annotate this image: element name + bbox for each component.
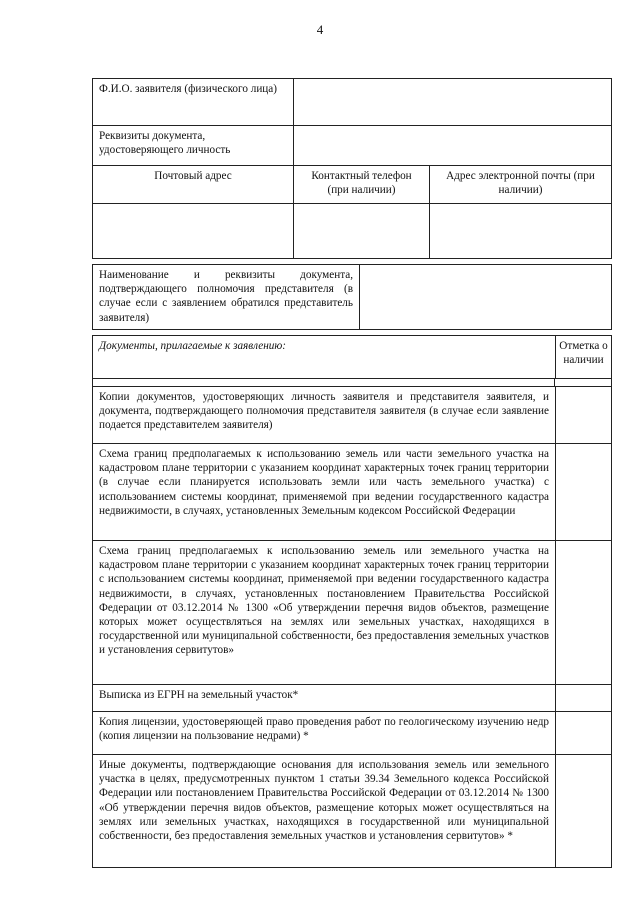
documents-header: Документы, прилагаемые к заявлению: bbox=[99, 340, 286, 352]
document-item-row bbox=[92, 444, 612, 541]
document-item-checkbox[interactable] bbox=[555, 444, 611, 540]
id-doc-row bbox=[92, 126, 612, 166]
application-form-table bbox=[92, 78, 612, 868]
representative-row bbox=[92, 264, 612, 330]
representative-label: Наименование и реквизиты документа, подтверждающего полномочия представителя (в случае если с заявлением обратился представитель заявителя) bbox=[99, 269, 353, 324]
fio-row bbox=[92, 78, 612, 126]
document-item-text: Схема границ предполагаемых к использованию земель или части земельного участка на кадастровом плане территории с указанием координат характерных точек границ территории (в случае если планируется использовать земли или часть земельного участка) с использованием системы координат, применяемой при ведении государственного кадастра недвижимости, в случаях, установленных Земельным кодексом Российской Федерации bbox=[99, 448, 549, 517]
document-item-text: Иные документы, подтверждающие основания для использования земель или земельного участка в целях, предусмотренных пунктом 1 статьи 39.34 Земельного кодекса Российской Федерации или постановлением Правительства Российской Федерации от 03.12.2014 № 1300 «Об утверждении перечня видов объектов, размещение которых может осуществляться на землях или земельных участках, находящихся в государственной или муниципальной собственности, без предоставления земельных участков и установления сервитутов» * bbox=[99, 759, 549, 843]
document-item-checkbox[interactable] bbox=[555, 685, 611, 711]
phone-header: Контактный телефон (при наличии) bbox=[293, 166, 429, 203]
email-header: Адрес электронной почты (при наличии) bbox=[429, 166, 611, 203]
document-item-text: Копия лицензии, удостоверяющей право проведения работ по геологическому изучению недр (копия лицензии на пользование недрами) * bbox=[99, 716, 549, 743]
document-item-text: Схема границ предполагаемых к использованию земель или земельного участка на кадастровом плане территории с указанием координат характерных точек границ территории с использованием системы координат, применяемой при ведении государственного кадастра недвижимости, в случаях, установленных постановлением Правительства Российской Федерации от 03.12.2014 № 1300 «Об утверждении перечня видов объектов, размещение которых может осуществляться на землях или земельных участках, находящихся в государственной или муниципальной собственности, без предоставления земельных участков и установления сервитутов» bbox=[99, 545, 549, 657]
document-item-text: Копии документов, удостоверяющих личность заявителя и представителя заявителя, и документа, подтверждающего полномочия представителя заявителя (в случае если заявление подается представителем заявителя) bbox=[99, 391, 549, 432]
document-item-row bbox=[92, 685, 612, 712]
document-item-row bbox=[92, 387, 612, 444]
fio-label: Ф.И.О. заявителя (физического лица) bbox=[99, 83, 277, 95]
contacts-value-row bbox=[92, 204, 612, 259]
mark-header: Отметка о наличии bbox=[555, 336, 611, 378]
documents-header-row bbox=[92, 335, 612, 379]
id-doc-field[interactable] bbox=[293, 126, 611, 165]
document-item-checkbox[interactable] bbox=[555, 541, 611, 684]
postal-address-field[interactable] bbox=[93, 204, 293, 258]
contacts-header-row bbox=[92, 166, 612, 204]
postal-address-header: Почтовый адрес bbox=[154, 170, 232, 182]
email-field[interactable] bbox=[429, 204, 611, 258]
fio-field[interactable] bbox=[293, 79, 611, 125]
representative-field[interactable] bbox=[359, 265, 611, 329]
document-item-text: Выписка из ЕГРН на земельный участок* bbox=[99, 689, 299, 701]
id-doc-label: Реквизиты документа, удостоверяющего личность bbox=[99, 130, 231, 157]
spacer-row bbox=[92, 379, 612, 387]
page-number: 4 bbox=[316, 22, 324, 37]
document-item-row bbox=[92, 541, 612, 685]
document-item-checkbox[interactable] bbox=[555, 712, 611, 754]
phone-field[interactable] bbox=[293, 204, 429, 258]
document-item-row bbox=[92, 712, 612, 755]
document-item-checkbox[interactable] bbox=[555, 387, 611, 443]
document-item-checkbox[interactable] bbox=[555, 755, 611, 867]
document-item-row bbox=[92, 755, 612, 868]
